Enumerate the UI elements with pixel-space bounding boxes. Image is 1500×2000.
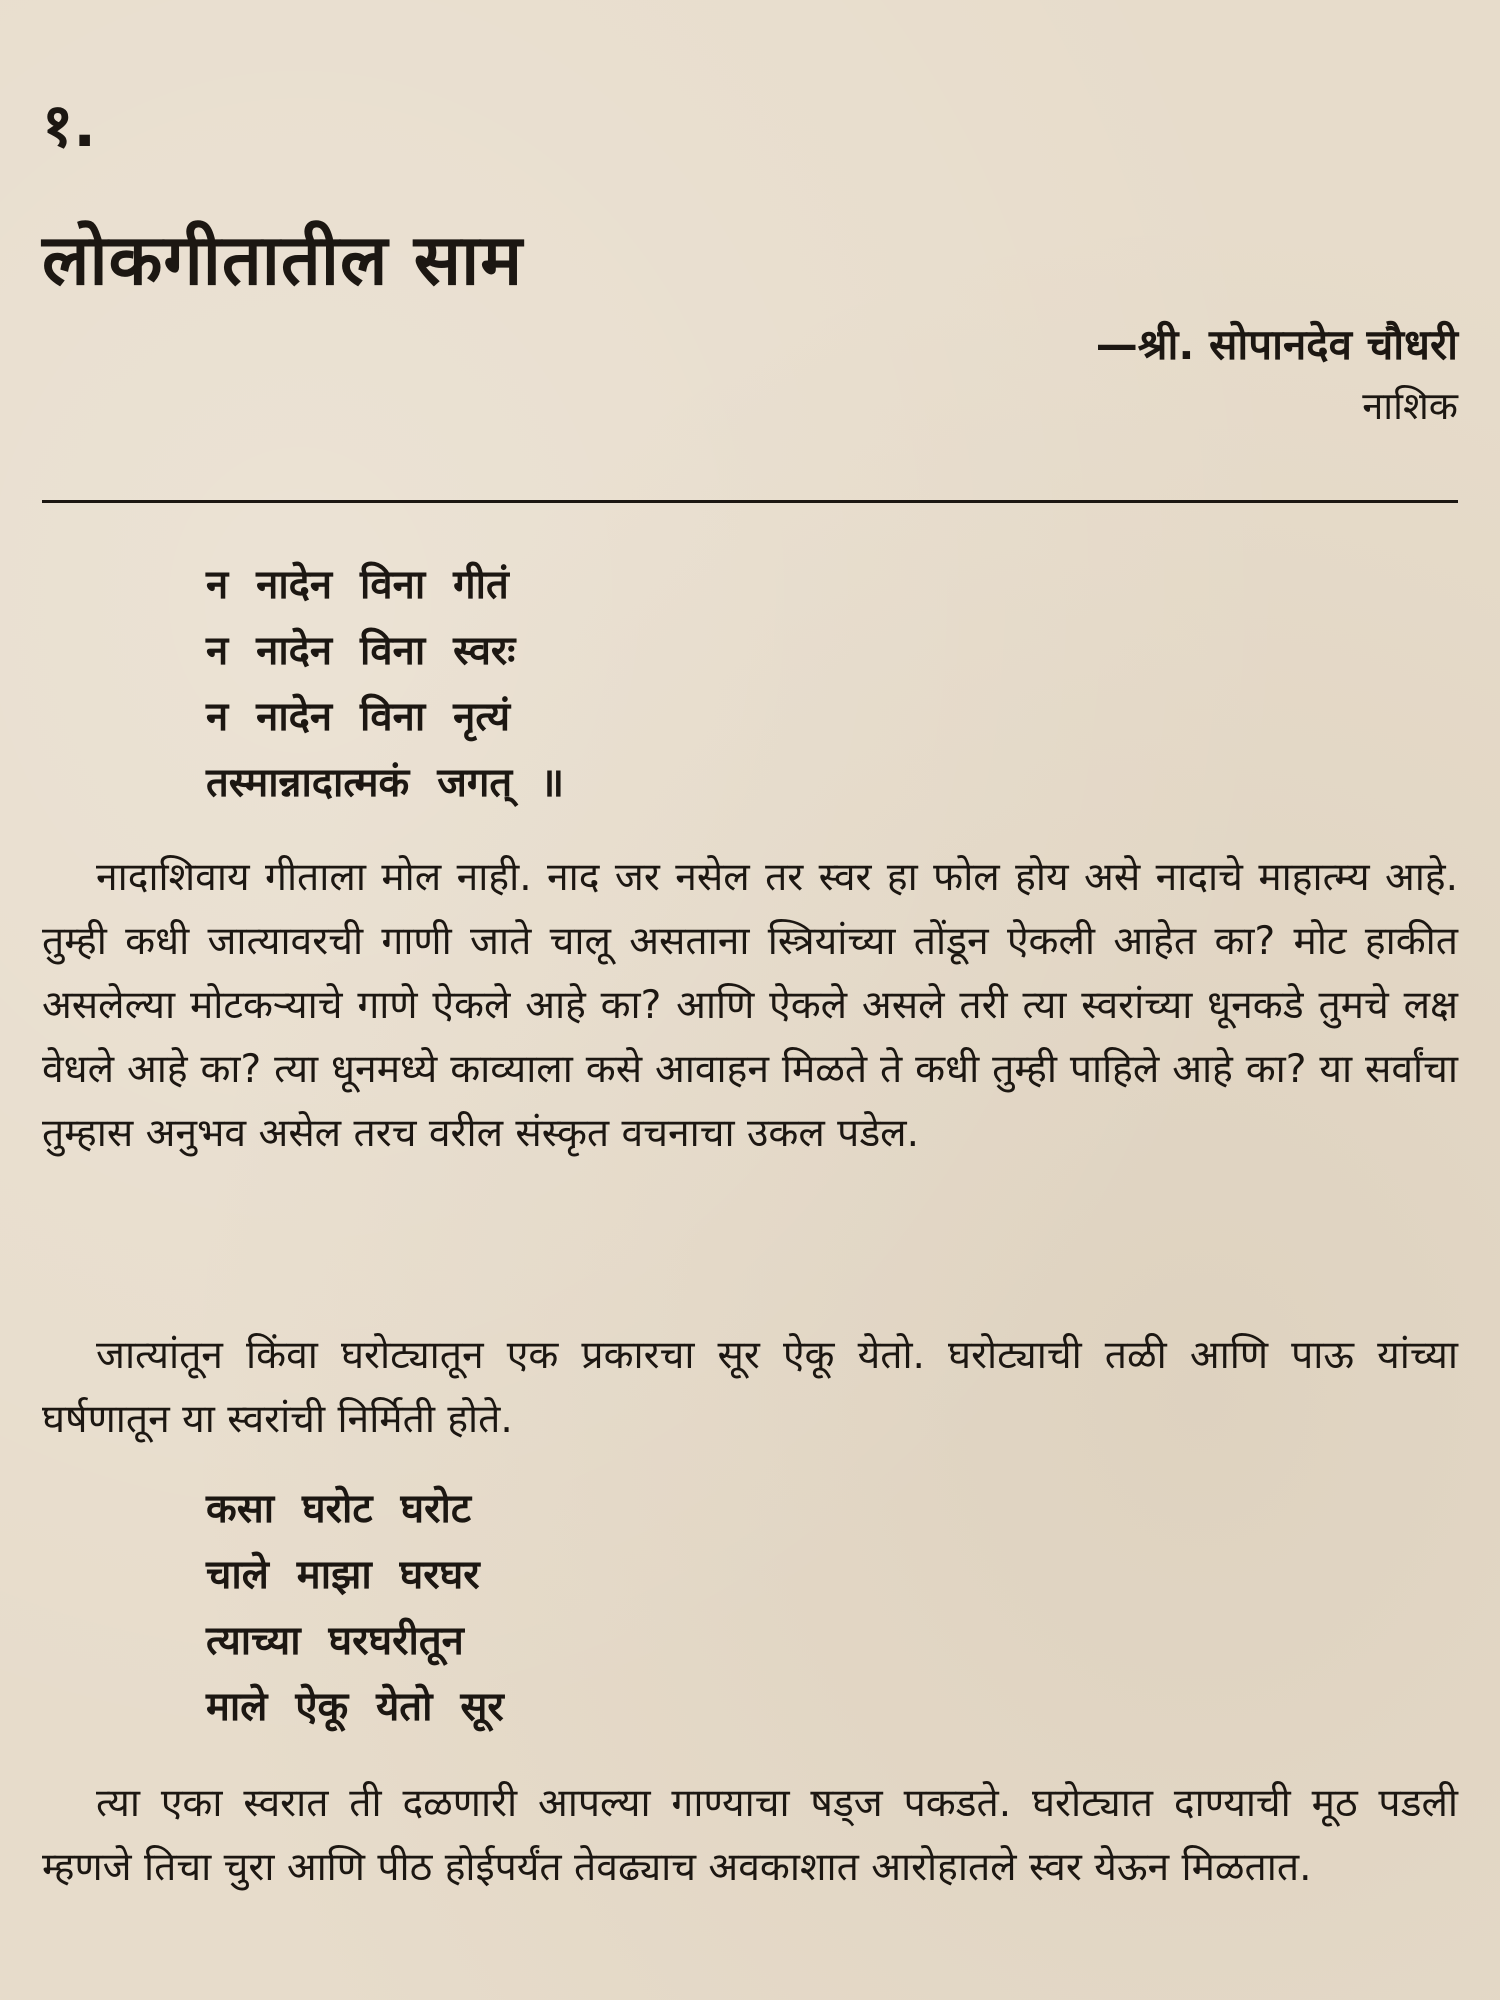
verse-line: माले ऐकू येतो सूर — [206, 1684, 504, 1730]
chapter-title: लोकगीतातील साम — [42, 219, 524, 301]
verse-line: तस्मान्नादात्मकं जगत् ॥ — [206, 760, 565, 806]
author-block — [1096, 320, 1458, 430]
verse-line: कसा घरोट घरोट — [206, 1486, 472, 1532]
verse-line: न नादेन विना नृत्यं — [206, 694, 511, 740]
body-paragraph: जात्यांतून किंवा घरोट्यातून एक प्रकारचा सूर ऐकू येतो. घरोट्याची तळी आणि पाऊ यांच्या घर्षणातून या स्वरांची निर्मिती होते. — [42, 1333, 1458, 1442]
chapter-number: १. — [42, 91, 96, 161]
verse-line: त्याच्या घरघरीतून — [206, 1618, 464, 1664]
author-place: नाशिक — [1362, 384, 1458, 429]
folk-song-verse — [206, 1476, 504, 1740]
title-divider — [42, 500, 1458, 503]
verse-line: चाले माझा घरघर — [206, 1552, 480, 1598]
book-page — [42, 0, 1458, 2000]
sanskrit-verse — [206, 552, 564, 816]
author-name: —श्री. सोपानदेव चौधरी — [1095, 320, 1458, 369]
body-paragraph: त्या एका स्वरात ती दळणारी आपल्या गाण्याचा षड्ज पकडते. घरोट्यात दाण्याची मूठ पडली म्हणजे तिचा चुरा आणि पीठ होईपर्यंत तेवढ्याच अवकाशात आरोहातले स्वर येऊन मिळतात. — [42, 1781, 1458, 1890]
verse-line: न नादेन विना गीतं — [206, 562, 509, 608]
body-paragraph: नादाशिवाय गीताला मोल नाही. नाद जर नसेल तर स्वर हा फोल होय असे नादाचे माहात्म्य आहे. तुम्ही कधी जात्यावरची गाणी जाते चालू असताना स्त्रियांच्या तोंडून ऐकली आहेत का? मोट हाकीत असलेल्या मोटकऱ्याचे गाणे ऐकले आहे का? आणि ऐकले असले तरी त्या स्वरांच्या धूनकडे तुमचे लक्ष वेधले आहे का? त्या धूनमध्ये काव्याला कसे आवाहन मिळते ते कधी तुम्ही पाहिले आहे का? या सर्वांचा तुम्हास अनुभव असेल तरच वरील संस्कृत वचनाचा उकल पडेल. — [42, 855, 1458, 1156]
verse-line: न नादेन विना स्वरः — [206, 628, 516, 674]
